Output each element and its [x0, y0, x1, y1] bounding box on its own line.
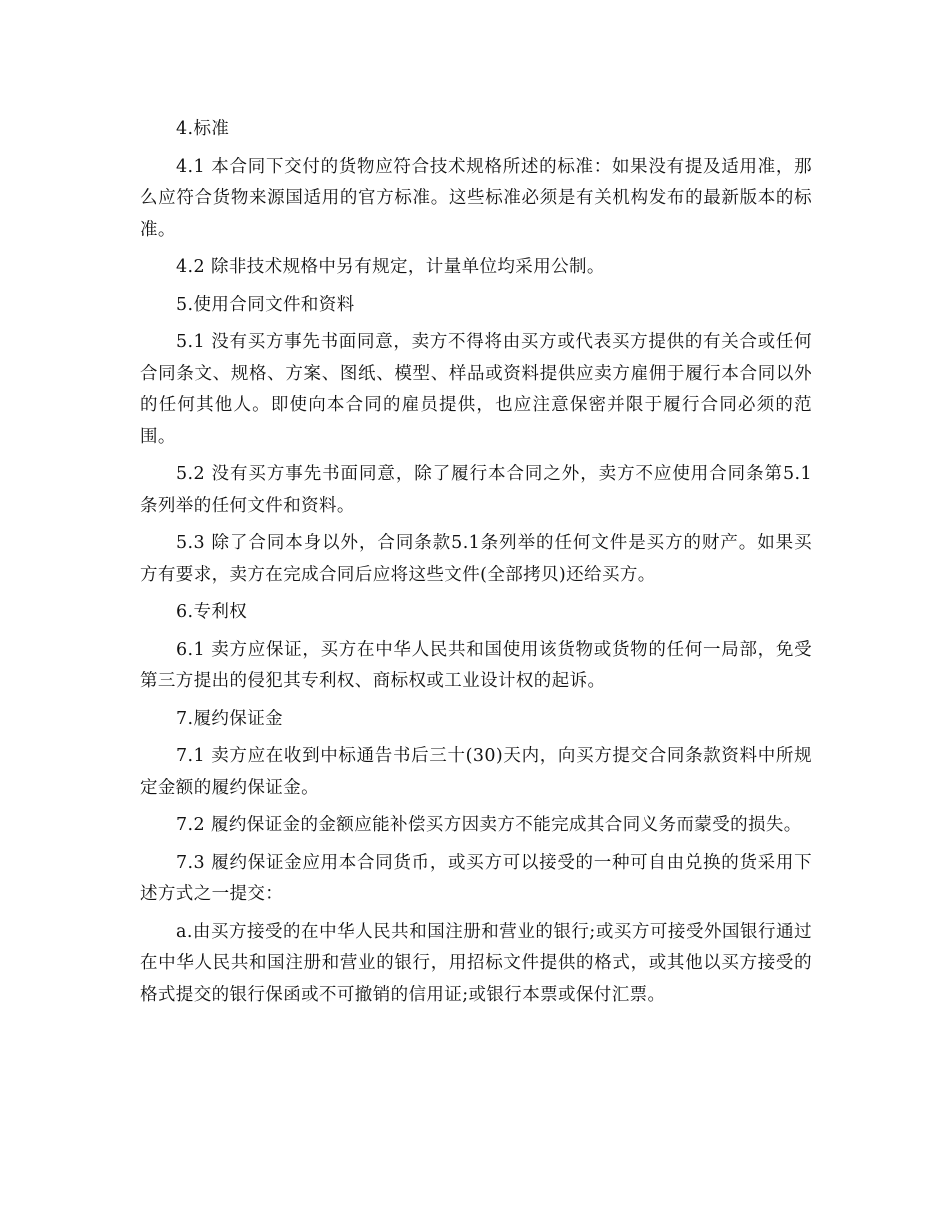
clause-5-1: 5.1 没有买方事先书面同意，卖方不得将由买方或代表买方提供的有关合或任何合同条文、规格、方案、图纸、模型、样品或资料提供应卖方雇佣于履行本合同以外的任何其他人。即使向本合同的雇员提供，也应注意保密并限于履行合同必须的范围。 — [140, 332, 812, 447]
section-heading-7: 7.履约保证金 — [176, 708, 283, 729]
section-heading-6: 6.专利权 — [176, 602, 248, 622]
contract-text — [140, 114, 812, 1017]
clause-5-2: 5.2 没有买方事先书面同意，除了履行本合同之外，卖方不应使用合同条第5.1条列举的任何文件和资料。 — [140, 464, 812, 516]
clause-6-1: 6.1 卖方应保证，买方在中华人民共和国使用该货物或货物的任何一局部，免受第三方提出的侵犯其专利权、商标权或工业设计权的起诉。 — [140, 639, 812, 691]
clause-4-1: 4.1 本合同下交付的货物应符合技术规格所述的标准：如果没有提及适用准，那么应符合货物来源国适用的官方标准。这些标准必须是有关机构发布的最新版本的标准。 — [140, 156, 812, 240]
clause-7-1: 7.1 卖方应在收到中标通告书后三十(30)天内，向买方提交合同条款资料中所规定金额的履约保证金。 — [140, 746, 812, 798]
clause-4-2: 4.2 除非技术规格中另有规定，计量单位均采用公制。 — [176, 257, 605, 277]
clause-7-3-a: a.由买方接受的在中华人民共和国注册和营业的银行;或买方可接受外国银行通过在中华人民共和国注册和营业的银行，用招标文件提供的格式，或其他以买方接受的格式提交的银行保函或不可撤销的信用证;或银行本票或保付汇票。 — [140, 921, 812, 1005]
section-heading-5: 5.使用合同文件和资料 — [176, 294, 355, 315]
section-heading-4: 4.标准 — [176, 119, 230, 139]
clause-7-2: 7.2 履约保证金的金额应能补偿买方因卖方不能完成其合同义务而蒙受的损失。 — [176, 815, 802, 835]
clause-5-3: 5.3 除了合同本身以外，合同条款5.1条列举的任何文件是买方的财产。如果买方有要求，卖方在完成合同后应将这些文件(全部拷贝)还给买方。 — [140, 533, 812, 585]
clause-7-3: 7.3 履约保证金应用本合同货币，或买方可以接受的一种可自由兑换的货采用下述方式之一提交： — [140, 852, 812, 904]
